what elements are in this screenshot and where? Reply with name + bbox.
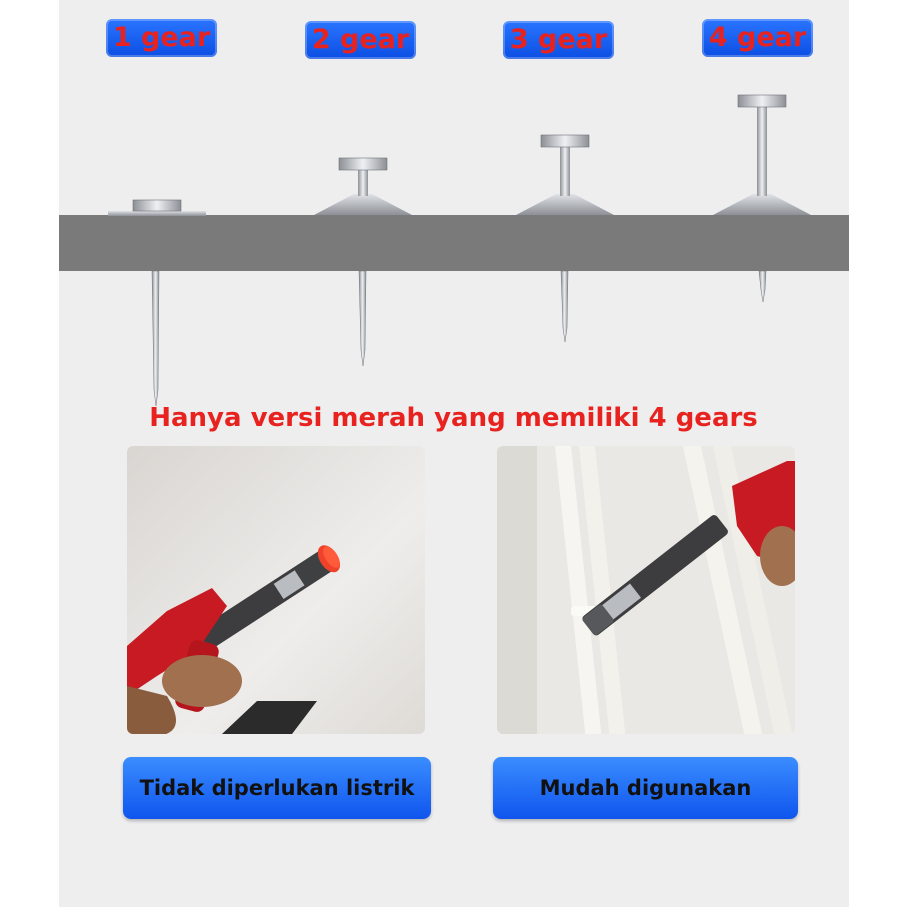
photo-wall-usage-illustration <box>127 446 425 734</box>
headline: Hanya versi merah yang memiliki 4 gears <box>149 403 758 433</box>
photo-wall-usage <box>127 446 425 734</box>
gear-2-badge: 2 gear <box>305 21 416 59</box>
nail-gear-4 <box>713 95 811 302</box>
nail-gear-3 <box>516 135 614 342</box>
nail-gear-1 <box>108 200 206 406</box>
gear-4-badge: 4 gear <box>702 19 813 57</box>
caption-easy-to-use: Mudah digunakan <box>493 757 798 819</box>
photo-pipe-usage <box>497 446 795 734</box>
gear-3-badge: 3 gear <box>503 21 614 59</box>
photo-pipe-usage-illustration <box>497 446 795 734</box>
caption-no-electricity: Tidak diperlukan listrik <box>123 757 431 819</box>
gear-1-badge: 1 gear <box>106 19 217 57</box>
nail-gear-2 <box>314 158 412 366</box>
nail-depth-illustration <box>0 0 907 420</box>
